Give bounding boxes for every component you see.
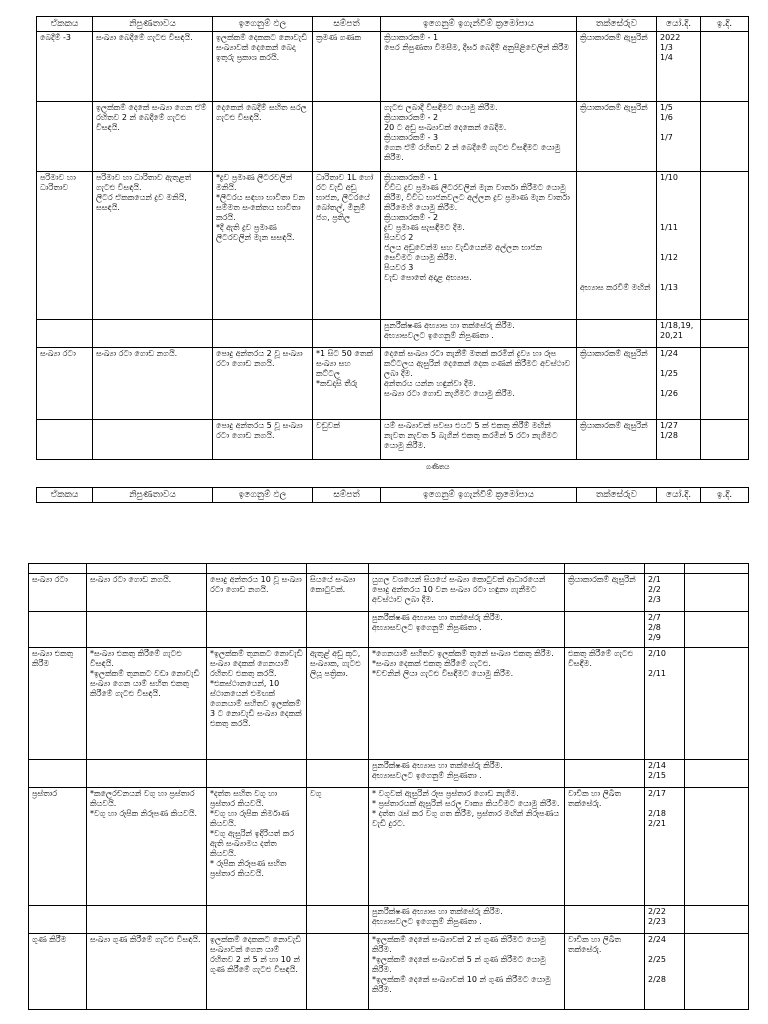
method-cell: ක්‍රියාකාරකම් - 1 පෙර නිපුණතා විමසීම, දීර්ඝ බෙදීම් අනුපිළිවෙලින් කිරීම xyxy=(381,32,577,102)
header-resources: සම්පත් xyxy=(313,488,381,503)
planned-date-cell: 1/5 1/6 1/7 xyxy=(657,102,701,172)
resources-cell xyxy=(313,102,381,172)
competency-cell: සංඛ්‍යා රටා ගොඩ නගයි. xyxy=(93,348,213,420)
table-body xyxy=(37,32,749,460)
resources-cell: ඇතුළ් අඩු කූට, සංඛ්‍යාක, ගැටළු ලියූ පත්‍රිකා. xyxy=(307,648,369,760)
resources-cell: ක්‍රමණ ගණක xyxy=(313,32,381,102)
table-row xyxy=(29,934,749,1010)
header-assessment: තක්සේරුව xyxy=(577,17,657,32)
table-row xyxy=(37,32,749,102)
planned-date-cell: 1/27 1/28 xyxy=(657,420,701,460)
lesson-plan-table-bottom xyxy=(28,563,749,1010)
method-cell: * වගුවක් ඇසුරින් රූප ප්‍රස්තාර ගොඩ නැගීම. * ප්‍රස්තාරයක් ඇසුරින් සරල වාක්‍ය කියවීමට යොමු කිරීම. * දත්ත රැස් කර වගු ගත කිරීම, ප්‍රස්තාර මඟින් නිරූපණය වැඩි දුරට. xyxy=(369,788,565,906)
unit-cell xyxy=(29,612,87,648)
header-row xyxy=(37,488,749,503)
resources-cell xyxy=(307,934,369,1010)
header-actual-date: ඉ.දි. xyxy=(701,17,749,32)
planned-date-cell: 2/14 2/15 xyxy=(645,760,685,788)
planned-date-cell: 2/1 2/2 2/3 xyxy=(645,574,685,612)
competency-cell xyxy=(87,760,207,788)
assessment-cell: ක්‍රියාකාරකම් ඇසුරින් xyxy=(577,420,657,460)
actual-date-cell xyxy=(685,574,749,612)
outcome-cell: *ද්‍රව ප්‍රමාණ ලීටරවලින් මනියි. *ලීටරය සඳහා භාවිතා වන සම්මත සංකේතය භාවිතා කරයි. *දී ඇති ද්‍රව ප්‍රමාණ ලීටරවලින් මැන සසඳයි. xyxy=(213,172,313,320)
header-unit: ඒකකය xyxy=(37,488,93,503)
competency-cell: සංඛ්‍යා රටා ගොඩ නගයි. xyxy=(87,574,207,612)
header-row xyxy=(37,17,749,32)
header-planned-date: යෝ.දි. xyxy=(657,17,701,32)
assessment-cell: වාචික හා ලිඛිත තක්සේරු. xyxy=(565,788,645,906)
competency-cell: ඉලක්කම් දෙකේ සංඛ්‍යා ගෙන ඒම් රහිතව 2 න් බෙදීමේ ගැටළු විසඳයි. xyxy=(93,102,213,172)
table-row xyxy=(37,102,749,172)
assessment-cell xyxy=(565,760,645,788)
competency-cell: *සංඛ්‍යා එකතු කිරීමේ ගැටළු විසඳයි. *ඉලක්කම් තුනකට වඩා නොවැඩි සංඛ්‍යා ගෙන යාම් සහිත එකතු කිරීමේ ගැටළු විසඳයි. xyxy=(87,648,207,760)
competency-cell: සංඛ්‍යා ගුණ කිරීමේ ගැටළු විසඳයි. xyxy=(87,934,207,1010)
method-cell: දෙකේ සංඛ්‍යා රටා තැනීම් මතක් කරමින් ද්‍රව්‍ය හා රූප කට්ටලය ඇසුරින් දෙකෙන් දෙක ගණන් කිරීමට අවස්ථාව ලබා දීම. අන්තරය යන්න හඳුන්වා දීම. සංඛ්‍යා රටා ගොඩ නැගීමට යොමු කිරීම. xyxy=(381,348,577,420)
outcome-cell: පොදු අන්තරය 2 වූ සංඛ්‍යා රටා ගොඩ නගයි. xyxy=(213,348,313,420)
method-cell: *ඉලක්කම් දෙකේ සංඛ්‍යාවක් 2 න් ගුණ කිරීමට යොමු කිරීම. *ඉලක්කම් දෙකේ සංඛ්‍යාවක් 5 න් ගුණ කිරීමට යොමු කිරීම. *ඉලක්කම් දෙකේ සංඛ්‍යාවක් 10 න් ගුණ කිරීමට යොමු කිරීම. xyxy=(369,934,565,1010)
planned-date-cell: 2022 1/3 1/4 xyxy=(657,32,701,102)
outcome-cell: දෙකෙන් බෙදීම් සහිත සරල ගැටළු විසඳයි. xyxy=(213,102,313,172)
outcome-cell: පොදු අන්තරය 5 වූ සංඛ්‍යා රටා ගොඩ නගයි. xyxy=(213,420,313,460)
competency-cell: පරිමාව හා ධාරිතාව ඇතුළත් ගැටළු විසඳයි. ලීටර ඒකකයෙන් ද්‍රව මනියි, සසඳයි. xyxy=(93,172,213,320)
assessment-cell xyxy=(577,320,657,348)
assessment-cell: එකතු කිරීමේ ගැටළු විසඳීම. xyxy=(565,648,645,760)
table-row xyxy=(29,574,749,612)
unit-cell: ප්‍රස්තාර xyxy=(29,788,87,906)
competency-cell xyxy=(87,612,207,648)
assessment-cell: ක්‍රියාකාරකම් ඇසුරින් xyxy=(577,102,657,172)
resources-cell: *1 සිට 50 තෙක් සංඛ්‍යා සහ කට්ටල *කඩදාසි තීරු xyxy=(313,348,381,420)
actual-date-cell xyxy=(685,788,749,906)
unit-cell: සංඛ්‍යා රටා xyxy=(29,574,87,612)
resources-cell: වඩුවක් xyxy=(313,420,381,460)
method-cell: පුනරීක්ෂණ අභ්‍යාස හා තක්සේරු කිරීම. අභ්‍යාසවලට ඉගෙනුම් නිපුණතා . xyxy=(369,612,565,648)
method-cell: පුනරීක්ෂණ අභ්‍යාස හා තක්සේරු කිරීම. අභ්‍යාසවලට ඉගෙනුම් නිපුණතා . xyxy=(369,906,565,934)
planned-date-cell: 2/17 2/18 2/21 xyxy=(645,788,685,906)
actual-date-cell xyxy=(701,102,749,172)
unit-cell xyxy=(37,420,93,460)
method-cell: ක්‍රියාකාරකම් - 1 විවිධ ද්‍රව ප්‍රමාණ ලීටරවලින් මැන වාර්තා කිරීමට යොමු කිරීම, විවිධ භාජනවලට අල්ලන ද්‍රව ප්‍රමාණ මැන වාර්තා කිරීමෙහි යොමු කිරීම. ක්‍රියාකාරකම් - 2 ද්‍රව ප්‍රමාණ සැසඳීමට දීම. පියවර 2 ජලය අඩුවෙන්ම සහ වැඩියෙන්ම අල්ලන භාජන සෙවීමට යොමු කිරීම. පියවර 3 වැඩ පොතේ අදාළ අභ්‍යාස. xyxy=(381,172,577,320)
unit-cell xyxy=(29,906,87,934)
header-methods: ඉගෙනුම් ඉගැන්වීම් ක්‍රමෝපාය xyxy=(381,17,577,32)
assessment-cell: ක්‍රියාකාරකම් ඇසුරින් xyxy=(577,32,657,102)
spacer-row xyxy=(29,564,749,574)
table-row xyxy=(37,172,749,320)
header-competency: නිපුණතාවය xyxy=(93,17,213,32)
resources-cell xyxy=(307,612,369,648)
header-learning-outcomes: ඉගෙනුම් ඵල xyxy=(213,17,313,32)
table-row xyxy=(29,760,749,788)
actual-date-cell xyxy=(701,420,749,460)
outcome-cell xyxy=(207,612,307,648)
competency-cell xyxy=(93,420,213,460)
unit-cell: සංඛ්‍යා රටා xyxy=(37,348,93,420)
method-cell: ගැටළු ලබාදී විසඳීමට යොමු කිරීම. ක්‍රියාකාරකම් - 2 20 ට අඩු සංඛ්‍යාවක් දෙකෙන් බෙදීම. ක්‍රියාකාරකම් - 3 ගෙන ඒම් රහිතව 2 න් බෙදීමේ ගැටළු විසඳීමට යොමු කිරීම. xyxy=(381,102,577,172)
resources-cell xyxy=(307,906,369,934)
resources-cell: ධාරිතාව 1L හෝ රට වැඩි අඩු භාජන, ලීටරයේ බෝතල්, මිනුම් ජග, ප්‍රතිල xyxy=(313,172,381,320)
planned-date-cell: 2/24 2/25 2/28 xyxy=(645,934,685,1010)
actual-date-cell xyxy=(685,906,749,934)
header-actual-date: ඉ.දි. xyxy=(701,488,749,503)
unit-cell: ගුණ කිරීම xyxy=(29,934,87,1010)
outcome-cell: පොදු අන්තරය 10 වූ සංඛ්‍යා රටා ගොඩ නගයි. xyxy=(207,574,307,612)
outcome-cell xyxy=(207,760,307,788)
actual-date-cell xyxy=(685,648,749,760)
actual-date-cell xyxy=(701,172,749,320)
table-row xyxy=(29,612,749,648)
header-learning-outcomes: ඉගෙනුම් ඵල xyxy=(213,488,313,503)
method-cell: පුනරීක්ෂණ අභ්‍යාස හා තක්සේරු කිරීම. අභ්‍යාසවලට ඉගෙනුම් නිපුණතා . xyxy=(369,760,565,788)
actual-date-cell xyxy=(685,612,749,648)
unit-cell: සංඛ්‍යා එකතු කිරීම xyxy=(29,648,87,760)
competency-cell: සංඛ්‍යා බෙදීමේ ගැටළු විසඳයි. xyxy=(93,32,213,102)
actual-date-cell xyxy=(685,760,749,788)
outcome-cell: *ඉලක්කම් තුනකට නොවැඩි සංඛ්‍යා දෙකක් ගෙනයාම් රහිතව එකතු කරයි. *එකස්ථානයෙන්, 10 ස්ථානයෙන් එමඟක් ගෙනයාම් සහිතව ඉලක්කම් 3 ට නොවැඩි සංඛ්‍යා දෙකක් එකතු කරයි. xyxy=(207,648,307,760)
actual-date-cell xyxy=(701,32,749,102)
planned-date-cell: 1/10 1/11 1/12 1/13 xyxy=(657,172,701,320)
assessment-cell: ක්‍රියාකාරකම් ඇසුරින් xyxy=(565,574,645,612)
actual-date-cell xyxy=(701,320,749,348)
repeated-header-table xyxy=(36,487,749,503)
actual-date-cell xyxy=(685,934,749,1010)
table-body xyxy=(29,564,749,1010)
lesson-plan-table-top xyxy=(36,16,749,460)
table-row xyxy=(37,320,749,348)
resources-cell xyxy=(307,760,369,788)
header-resources: සම්පත් xyxy=(313,17,381,32)
assessment-cell: අභ්‍යාස කරවීම් මඟින් xyxy=(577,172,657,320)
planned-date-cell: 2/22 2/23 xyxy=(645,906,685,934)
page-caption: ගණිතය xyxy=(426,463,450,471)
unit-cell xyxy=(37,102,93,172)
header-assessment: තක්සේරුව xyxy=(577,488,657,503)
assessment-cell: ක්‍රියාකාරකම් ඇසුරින් xyxy=(577,348,657,420)
unit-cell xyxy=(29,760,87,788)
outcome-cell xyxy=(207,906,307,934)
assessment-cell xyxy=(565,612,645,648)
header-planned-date: යෝ.දි. xyxy=(657,488,701,503)
assessment-cell: වාචික හා ලිඛිත තක්සේරු. xyxy=(565,934,645,1010)
header-competency: නිපුණතාවය xyxy=(93,488,213,503)
assessment-cell xyxy=(565,906,645,934)
actual-date-cell xyxy=(701,348,749,420)
competency-cell xyxy=(87,906,207,934)
unit-cell: බෙදීම් -3 xyxy=(37,32,93,102)
unit-cell: පරිමාව හා ධාරිතාව xyxy=(37,172,93,320)
competency-cell xyxy=(93,320,213,348)
table-row xyxy=(37,348,749,420)
planned-date-cell: 1/24 1/25 1/26 xyxy=(657,348,701,420)
planned-date-cell: 2/7 2/8 2/9 xyxy=(645,612,685,648)
resources-cell: වගු xyxy=(307,788,369,906)
table-row xyxy=(37,420,749,460)
table-row xyxy=(29,788,749,906)
resources-cell xyxy=(313,320,381,348)
unit-cell xyxy=(37,320,93,348)
method-cell: පුනරීක්ෂණ අභ්‍යාස හා තක්සේරු කිරීම. අභ්‍යාසවලට ඉගෙනුම් නිපුණතා . xyxy=(381,320,577,348)
header-unit: ඒකකය xyxy=(37,17,93,32)
method-cell: යම් සංඛ්‍යාවක් පවසා එයට 5 ක් එකතු කිරීම් මඟින් නැවත නැවත 5 බැගින් එකතු කරමින් 5 රටා නැගීමට යොමු කිරීම. xyxy=(381,420,577,460)
planned-date-cell: 1/18,19, 20,21 xyxy=(657,320,701,348)
outcome-cell: ඉලක්කම් දෙකකට නොවැඩි සංඛ්‍යාවක් ගෙන යාම් රහිතව 2 න් 5 න් හා 10 න් ගුණ කිරීමේ ගැටළු විසඳයි. xyxy=(207,934,307,1010)
outcome-cell xyxy=(213,320,313,348)
table-row xyxy=(29,906,749,934)
method-cell: *ගෙනයාම් සහිතව ඉලක්කම් තුනේ සංඛ්‍යා එකතු කිරීම. *සංඛ්‍යා දෙකක් එකතු කිරීමේ ගැටළු. *වචනින් ලියා ගැටළු විසඳීමට යොමු කිරීම. xyxy=(369,648,565,760)
outcome-cell: ඉලක්කම් දෙකකට නොවැඩි සංඛ්‍යාවක් දෙකෙන් බෙදා ඉතුරු ප්‍රකාශ කරයි. xyxy=(213,32,313,102)
competency-cell: *කලෙරචනයන් වගු හා ප්‍රස්තාර කියවයි. *වගු හා රූපික නිරූපණ කියවයි. xyxy=(87,788,207,906)
table-row xyxy=(29,648,749,760)
resources-cell: සියයේ සංඛ්‍යා කොටුවක්. xyxy=(307,574,369,612)
outcome-cell: *දත්ත සහිත වගු හා ප්‍රස්තාර කියවයි. *වගු හා රූපික නිර්මාණ කියවයි. *වගු ඇසුරින් ඉදිරියත් කර ඇති සංඛ්‍යාමය දත්ත කියවයි. * රූපික නිරූපණ සහිත ප්‍රස්තාර කියවයි. xyxy=(207,788,307,906)
method-cell: යුගල වශයෙන් සියයේ සංඛ්‍යා කොටුවක් ආධාරයෙන් පොදු අන්තරය 10 වන සංඛ්‍යා රටා හඳුනා ගැනීමට අවස්ථාව ලබා දීම. xyxy=(369,574,565,612)
header-methods: ඉගෙනුම් ඉගැන්වීම් ක්‍රමෝපාය xyxy=(381,488,577,503)
planned-date-cell: 2/10 2/11 xyxy=(645,648,685,760)
